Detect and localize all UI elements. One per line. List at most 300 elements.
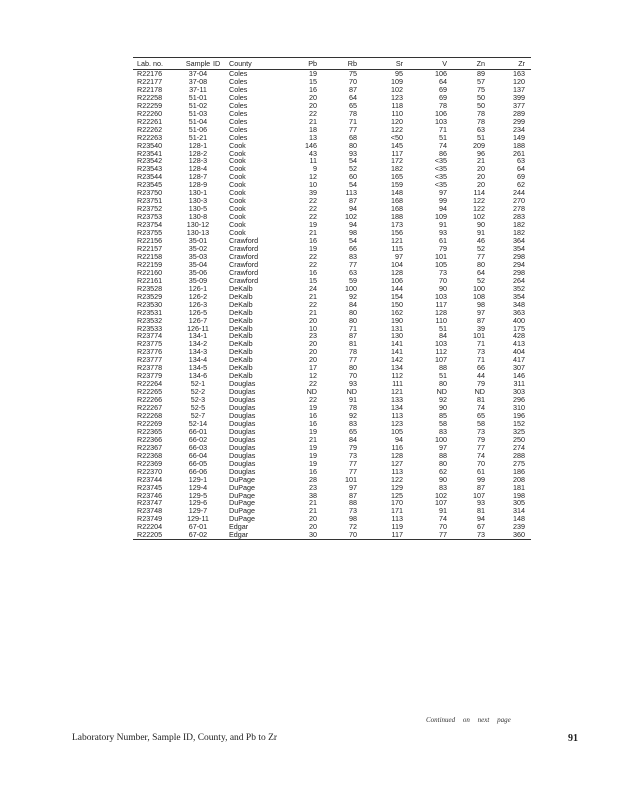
cell-id [213, 118, 227, 126]
cell-sr: 145 [391, 141, 403, 150]
cell-id [213, 277, 227, 285]
cell-rb: 80 [349, 141, 357, 150]
cell-sample: 35-04 [188, 260, 208, 269]
table-row [133, 476, 531, 484]
table-row [133, 388, 531, 396]
cell-county: Douglas [229, 435, 256, 444]
cell-lab-no: R22204 [137, 523, 163, 532]
cell-lab-no: R23545 [137, 181, 163, 190]
cell-pb: 20 [309, 348, 317, 357]
cell-rb: 94 [349, 221, 357, 230]
cell-id [213, 261, 227, 269]
cell-v: ND [436, 388, 447, 397]
data-table-container [133, 57, 525, 540]
cell-zr: 400 [513, 316, 525, 325]
cell-county: Cook [229, 157, 246, 166]
cell-v: 92 [439, 396, 447, 405]
cell-v: 128 [435, 308, 447, 317]
cell-county: Douglas [229, 467, 256, 476]
cell-zn: 80 [477, 260, 485, 269]
cell-v: 105 [435, 260, 447, 269]
cell-sr: 113 [391, 411, 403, 420]
cell-lab-no: R22366 [137, 435, 163, 444]
cell-pb: 16 [309, 237, 317, 245]
cell-zr: 364 [513, 237, 525, 245]
table-row [133, 189, 531, 197]
cell-sample: 66-06 [188, 467, 208, 476]
cell-id [213, 173, 227, 181]
cell-county: Coles [229, 109, 248, 118]
cell-zn: 100 [473, 284, 485, 293]
cell-lab-no: R22261 [137, 117, 163, 126]
cell-sr: 104 [391, 260, 403, 269]
cell-zr: 270 [513, 197, 525, 206]
cell-zr: 399 [513, 93, 525, 102]
table-row [133, 181, 531, 189]
cell-sr: 162 [391, 308, 403, 317]
table-row [133, 134, 531, 142]
cell-lab-no: R22176 [137, 69, 163, 78]
cell-pb: 19 [309, 221, 317, 230]
cell-id [213, 468, 227, 476]
cell-sample: 128-2 [188, 149, 208, 158]
cell-zr: 188 [513, 141, 525, 150]
cell-rb: 68 [349, 133, 357, 142]
cell-sr: 118 [391, 101, 403, 110]
header-rb: Rb [323, 58, 363, 70]
cell-county: DeKalb [229, 364, 253, 373]
cell-pb: 21 [309, 229, 317, 238]
cell-id [213, 157, 227, 165]
cell-id [213, 253, 227, 261]
cell-zn: 73 [477, 427, 485, 436]
cell-county: Crawford [229, 252, 259, 261]
cell-county: DeKalb [229, 324, 253, 333]
cell-sample: 130-3 [188, 197, 208, 206]
cell-zn: 70 [477, 459, 485, 468]
cell-pb: 22 [309, 300, 317, 309]
cell-rb: 92 [349, 292, 357, 301]
cell-v: 110 [435, 316, 447, 325]
cell-zr: 307 [513, 364, 525, 373]
cell-pb: 23 [309, 332, 317, 341]
cell-rb: 54 [349, 181, 357, 190]
cell-sr: 172 [391, 157, 403, 166]
cell-rb: 83 [349, 252, 357, 261]
table-row [133, 205, 531, 213]
cell-sr: 123 [391, 419, 403, 428]
cell-sample: 37-04 [188, 69, 208, 78]
cell-sr: 122 [391, 125, 403, 134]
cell-v: 83 [439, 427, 447, 436]
cell-zr: 298 [513, 268, 525, 277]
cell-pb: 12 [309, 173, 317, 182]
cell-pb: 20 [309, 356, 317, 365]
cell-zr: 239 [513, 523, 525, 532]
cell-v: 70 [439, 523, 447, 532]
cell-zn: 81 [477, 396, 485, 405]
cell-lab-no: R23778 [137, 364, 163, 373]
cell-zr: 186 [513, 467, 525, 476]
cell-pb: 13 [309, 133, 317, 142]
cell-sample: 128-1 [188, 141, 208, 150]
table-row [133, 78, 531, 86]
cell-sample: 51-04 [188, 117, 208, 126]
cell-county: Douglas [229, 443, 256, 452]
cell-sr: 170 [391, 499, 403, 508]
page-number: 91 [568, 733, 578, 744]
cell-rb: 66 [349, 244, 357, 253]
cell-county: DuPage [229, 515, 255, 524]
cell-rb: 78 [349, 404, 357, 412]
cell-lab-no: R23540 [137, 141, 163, 150]
cell-zr: 278 [513, 205, 525, 214]
cell-pb: 21 [309, 435, 317, 444]
cell-zr: 175 [513, 324, 525, 333]
cell-rb: 87 [349, 197, 357, 206]
cell-pb: 146 [305, 141, 317, 150]
header-county: County [227, 58, 273, 70]
cell-zr: 62 [517, 181, 525, 190]
cell-rb: 63 [349, 268, 357, 277]
cell-v: 99 [439, 197, 447, 206]
cell-pb: 21 [309, 292, 317, 301]
cell-sr: 113 [391, 467, 403, 476]
cell-sr: 102 [391, 85, 403, 94]
cell-id [213, 134, 227, 142]
cell-lab-no: R22269 [137, 419, 163, 428]
cell-lab-no: R22159 [137, 260, 163, 269]
cell-sr: 97 [395, 252, 403, 261]
table-row [133, 396, 531, 404]
cell-rb: 101 [345, 475, 357, 484]
cell-rb: 77 [349, 356, 357, 365]
cell-sample: 134-4 [188, 356, 208, 365]
cell-rb: 80 [349, 316, 357, 325]
cell-pb: 21 [309, 117, 317, 126]
cell-lab-no: R23544 [137, 173, 163, 182]
cell-zn: 89 [477, 69, 485, 78]
cell-rb: 71 [349, 117, 357, 126]
cell-pb: 20 [309, 340, 317, 349]
cell-v: 51 [439, 372, 447, 381]
cell-pb: 16 [309, 411, 317, 420]
cell-v: 73 [439, 268, 447, 277]
cell-v: 85 [439, 411, 447, 420]
cell-id [213, 102, 227, 110]
cell-pb: 20 [309, 101, 317, 110]
cell-id [213, 340, 227, 348]
cell-sr: 144 [391, 284, 403, 293]
cell-zn: 108 [473, 292, 485, 301]
cell-rb: 97 [349, 483, 357, 492]
cell-county: Crawford [229, 276, 259, 285]
cell-zn: 66 [477, 364, 485, 373]
cell-v: 80 [439, 380, 447, 389]
cell-id [213, 293, 227, 301]
cell-id [213, 452, 227, 460]
cell-id [213, 420, 227, 428]
table-row [133, 340, 531, 348]
cell-rb: 94 [349, 205, 357, 214]
cell-v: 77 [409, 531, 451, 539]
cell-lab-no: R23543 [137, 165, 163, 174]
cell-v: 69 [439, 85, 447, 94]
cell-zr: 296 [513, 396, 525, 405]
cell-pb: 23 [309, 483, 317, 492]
cell-sr: 173 [391, 221, 403, 230]
cell-county: Douglas [229, 380, 256, 389]
cell-zn: 94 [477, 515, 485, 524]
cell-zn: 73 [477, 348, 485, 357]
cell-sample: 52-2 [190, 388, 206, 397]
cell-v: 91 [439, 507, 447, 516]
cell-county: Cook [229, 165, 246, 174]
header-zr: Zr [489, 58, 531, 70]
cell-county: Cook [229, 229, 246, 238]
cell-zn: 50 [477, 101, 485, 110]
cell-v: 62 [439, 467, 447, 476]
cell-lab-no: R23532 [137, 316, 163, 325]
cell-zn: 21 [477, 157, 485, 166]
cell-zn: 46 [477, 237, 485, 245]
table-row [133, 110, 531, 118]
cell-zn: 209 [473, 141, 485, 150]
cell-zr: 137 [513, 85, 525, 94]
table-row [133, 492, 531, 500]
cell-sr: 154 [391, 292, 403, 301]
cell-pb: 19 [309, 69, 317, 78]
cell-sr: 113 [391, 515, 403, 524]
cell-county: Coles [229, 85, 248, 94]
cell-sample: 66-03 [188, 443, 208, 452]
cell-rb: 73 [349, 451, 357, 460]
cell-lab-no: R23752 [137, 205, 163, 214]
cell-lab-no: R22156 [137, 237, 163, 245]
cell-sr: 133 [391, 396, 403, 405]
cell-sr: 134 [391, 404, 403, 412]
cell-county: Coles [229, 125, 248, 134]
cell-zn: 74 [477, 451, 485, 460]
cell-v: 100 [435, 435, 447, 444]
cell-rb: 87 [349, 491, 357, 500]
cell-rb: 78 [349, 109, 357, 118]
cell-v: 78 [439, 101, 447, 110]
table-row [133, 118, 531, 126]
cell-zn: 39 [477, 324, 485, 333]
cell-rb: 93 [349, 380, 357, 389]
cell-v: 97 [439, 443, 447, 452]
cell-pb: 19 [309, 443, 317, 452]
cell-sample: 66-01 [188, 427, 208, 436]
table-row [133, 277, 531, 285]
cell-sample: 128-9 [188, 181, 208, 190]
cell-zn: 61 [477, 467, 485, 476]
cell-county: DuPage [229, 499, 255, 508]
cell-v: 107 [435, 499, 447, 508]
cell-v: 51 [439, 324, 447, 333]
cell-v: 101 [435, 252, 447, 261]
cell-sr: 182 [391, 165, 403, 174]
cell-zr: 69 [517, 173, 525, 182]
cell-sr: 117 [391, 149, 403, 158]
cell-pb: 20 [309, 515, 317, 524]
cell-sample: 126-5 [188, 308, 208, 317]
cell-sample: 134-3 [188, 348, 208, 357]
cell-v: 71 [439, 125, 447, 134]
cell-sr: 119 [391, 523, 403, 532]
cell-zr: 148 [513, 515, 525, 524]
cell-rb: 77 [349, 260, 357, 269]
cell-county: Douglas [229, 396, 256, 405]
cell-sr: 142 [391, 356, 403, 365]
cell-pb: 38 [309, 491, 317, 500]
cell-id [213, 70, 227, 78]
cell-sample: 35-06 [188, 268, 208, 277]
cell-lab-no: R22368 [137, 451, 163, 460]
table-row [133, 86, 531, 94]
cell-zn: 79 [477, 435, 485, 444]
cell-county: Douglas [229, 427, 256, 436]
cell-id [213, 348, 227, 356]
cell-zn: 20 [477, 165, 485, 174]
cell-v: 86 [439, 149, 447, 158]
cell-sample: 129-1 [188, 475, 208, 484]
cell-sample: 37-11 [189, 85, 207, 94]
cell-county: Coles [229, 77, 248, 86]
cell-county: Edgar [229, 523, 249, 532]
cell-sample: 66-02 [188, 435, 208, 444]
cell-county: DuPage [229, 483, 255, 492]
header-zn: Zn [451, 58, 489, 70]
cell-sample: 129-4 [188, 483, 208, 492]
cell-id [213, 237, 227, 245]
cell-county: DeKalb [229, 292, 253, 301]
cell-zn: 107 [473, 491, 485, 500]
table-row [133, 253, 531, 261]
cell-lab-no: R23746 [137, 491, 163, 500]
table-row [133, 325, 531, 333]
cell-zn: 98 [477, 300, 485, 309]
cell-rb: 64 [349, 93, 357, 102]
table-row [133, 142, 531, 150]
cell-lab-no: R22178 [137, 85, 163, 94]
cell-county: DuPage [229, 491, 255, 500]
cell-rb: 93 [349, 149, 357, 158]
cell-pb: 22 [309, 252, 317, 261]
cell-sr: 112 [391, 372, 403, 381]
cell-zr: 404 [513, 348, 525, 357]
cell-zn: 58 [477, 419, 485, 428]
cell-county: DeKalb [229, 300, 253, 309]
cell-county: Crawford [229, 260, 259, 269]
cell-v: 103 [435, 292, 447, 301]
cell-lab-no: R22157 [137, 244, 163, 253]
cell-id [213, 221, 227, 229]
cell-pb: 39 [309, 189, 317, 198]
cell-pb: 12 [309, 372, 317, 381]
cell-sample: 126-2 [188, 292, 208, 301]
cell-zn: 122 [473, 205, 485, 214]
cell-id [213, 492, 227, 500]
cell-lab-no: R22265 [137, 388, 163, 397]
cell-pb: 22 [309, 260, 317, 269]
cell-pb: 18 [309, 125, 317, 134]
table-row [133, 468, 531, 476]
cell-sr: 165 [391, 173, 403, 182]
cell-zn: 99 [477, 475, 485, 484]
cell-lab-no: R23774 [137, 332, 163, 341]
cell-county: Crawford [229, 268, 259, 277]
cell-sr: 128 [391, 268, 403, 277]
cell-rb: 70 [349, 372, 357, 381]
cell-id [213, 189, 227, 197]
cell-county: DuPage [229, 507, 255, 516]
cell-sample: 134-5 [188, 364, 208, 373]
cell-pb: 28 [309, 475, 317, 484]
cell-county: DeKalb [229, 356, 253, 365]
cell-county: Cook [229, 213, 246, 222]
table-row [133, 364, 531, 372]
cell-county: Douglas [229, 459, 256, 468]
cell-lab-no: R23775 [137, 340, 163, 349]
cell-sr: 127 [391, 459, 403, 468]
cell-id [213, 499, 227, 507]
table-body [133, 70, 531, 540]
cell-zr: 310 [513, 404, 525, 412]
cell-rb: 83 [349, 419, 357, 428]
table-row [133, 523, 531, 531]
cell-v: 70 [439, 276, 447, 285]
cell-zr: 377 [513, 101, 525, 110]
cell-zr: 146 [513, 372, 525, 381]
table-row [133, 484, 531, 492]
cell-rb: 73 [349, 507, 357, 516]
cell-id [213, 412, 227, 420]
cell-v: 61 [439, 237, 447, 245]
cell-sr: 188 [391, 213, 403, 222]
cell-v: 90 [439, 284, 447, 293]
cell-county: Crawford [229, 237, 259, 245]
cell-id [213, 245, 227, 253]
cell-rb: 84 [349, 435, 357, 444]
cell-pb: 21 [309, 507, 317, 516]
cell-zn: 65 [477, 411, 485, 420]
cell-zn: 64 [477, 268, 485, 277]
cell-sample: 128-3 [188, 157, 208, 166]
cell-lab-no: R23776 [137, 348, 163, 357]
cell-pb: 22 [309, 205, 317, 214]
table-row [133, 348, 531, 356]
cell-id [213, 110, 227, 118]
cell-lab-no: R22369 [137, 459, 163, 468]
cell-county: DeKalb [229, 348, 253, 357]
cell-zn: 74 [477, 404, 485, 412]
cell-v: 109 [435, 213, 447, 222]
cell-lab-no: R22263 [137, 133, 163, 142]
cell-zn: 93 [477, 499, 485, 508]
cell-sample: 130-12 [186, 221, 210, 230]
cell-sr: 130 [391, 332, 403, 341]
cell-sr: 105 [391, 427, 403, 436]
table-row [133, 150, 531, 158]
cell-zr: 299 [513, 117, 525, 126]
cell-id [213, 388, 227, 396]
cell-county: Edgar [227, 531, 273, 539]
cell-pb: 22 [309, 109, 317, 118]
cell-rb: 80 [349, 308, 357, 317]
cell-county: Coles [229, 69, 248, 78]
